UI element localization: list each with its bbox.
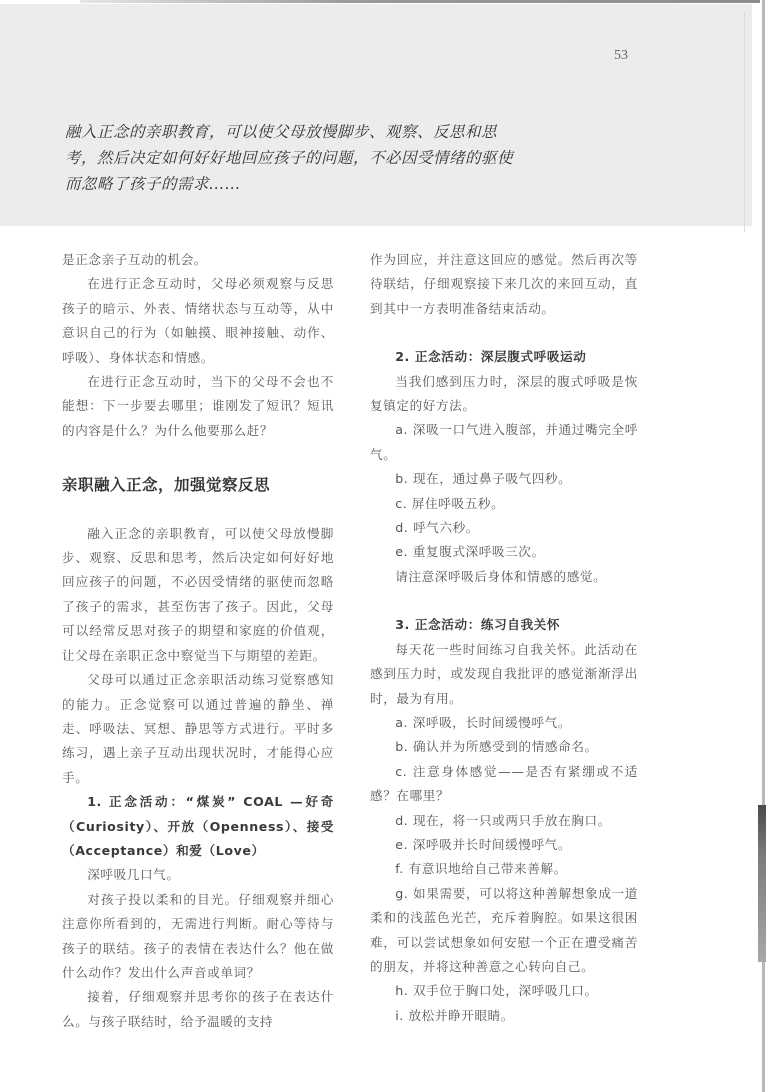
pull-quote-banner xyxy=(0,4,752,226)
pull-quote-line: 融入正念的亲职教育，可以使父母放慢脚步、观察、反思和思 xyxy=(65,123,498,141)
activity-3-heading: 3. 正念活动：练习自我关怀 xyxy=(395,617,561,633)
pull-quote-line: 考，然后决定如何好好地回应孩子的问题，不必因受情绪的驱使 xyxy=(65,149,514,167)
list-item: c. 屏住呼吸五秒。 xyxy=(395,495,505,511)
paragraph: 每天花一些时间练习自我关怀。此活动在感到压力时，或发现自我批评的感觉渐渐浮出时，最为有用。 xyxy=(370,641,638,706)
spacer xyxy=(370,321,638,345)
paragraph: 在进行正念互动时，当下的父母不会也不能想：下一步要去哪里；谁刚发了短讯？短讯的内容是什么？为什么他要那么赶？ xyxy=(62,374,334,438)
list-item: d. 呼气六秒。 xyxy=(395,520,479,536)
pull-quote-line: 而忽略了孩子的需求…… xyxy=(65,175,242,193)
activity-2-heading: 2. 正念活动：深层腹式呼吸运动 xyxy=(395,349,587,365)
spacer xyxy=(370,589,638,613)
list-item: e. 重复腹式深呼吸三次。 xyxy=(395,544,545,560)
list-item: g. 如果需要，可以将这种善解想象成一道柔和的浅蓝色光芒，充斥着胸腔。如果这很困难，可以尝试想象如何安慰一个正在遭受痛苦的朋友，并将这种善意之心转向自己。 xyxy=(370,885,638,974)
list-item: h. 双手位于胸口处，深呼吸几口。 xyxy=(395,983,598,999)
list-item: b. 现在，通过鼻子吸气四秒。 xyxy=(395,471,572,487)
list-item: f. 有意识地给自己带来善解。 xyxy=(395,861,567,877)
spine-shadow xyxy=(744,12,745,232)
list-item: b. 确认并为所感受到的情感命名。 xyxy=(395,739,598,755)
list-item: a. 深吸一口气进入腹部，并通过嘴完全呼气。 xyxy=(370,422,638,462)
list-item: c. 注意身体感觉——是否有紧绷或不适感？在哪里？ xyxy=(370,763,638,804)
paragraph: 在进行正念互动时，父母必须观察与反思孩子的暗示、外表、情绪状态与互动等，从中意识自己的行为（如触摸、眼神接触、动作、呼吸）、身体状态和情感。 xyxy=(62,276,334,365)
list-item: a. 深呼吸，长时间缓慢呼气。 xyxy=(395,714,572,730)
paragraph: 作为回应，并注意这回应的感觉。然后再次等待联结，仔细观察接下来几次的来回互动，直到其中一方表明准备结束活动。 xyxy=(370,252,638,316)
page-top-edge xyxy=(80,0,760,3)
left-column xyxy=(62,248,334,1034)
section-title: 亲职融入正念，加强觉察反思 xyxy=(62,476,271,495)
paragraph: 当我们感到压力时，深层的腹式呼吸是恢复镇定的好方法。 xyxy=(370,373,638,414)
paragraph: 对孩子投以柔和的目光。仔细观察并细心注意你所看到的，无需进行判断。耐心等待与孩子的联结。孩子的表情在表达什么？他在做什么动作？发出什么声音或单词？ xyxy=(62,891,334,980)
page-number: 53 xyxy=(614,48,628,63)
list-item: d. 现在，将一只或两只手放在胸口。 xyxy=(395,812,611,828)
page-edge-tab xyxy=(758,805,766,962)
list-item: e. 深呼吸并长时间缓慢呼气。 xyxy=(395,836,572,852)
right-column xyxy=(370,248,638,1028)
paragraph: 融入正念的亲职教育，可以使父母放慢脚步、观察、反思和思考，然后决定如何好好地回应孩子的问题，不必因受情绪的驱使而忽略了孩子的需求，甚至伤害了孩子。因此，父母可以经常反思对孩子的期望和家庭的价值观，让父母在亲职正念中察觉当下与期望的差距。 xyxy=(62,525,334,663)
paragraph: 是正念亲子互动的机会。 xyxy=(62,252,208,267)
pull-quote xyxy=(65,119,535,197)
paragraph: 请注意深呼吸后身体和情感的感觉。 xyxy=(395,568,607,584)
paragraph: 深呼吸几口气。 xyxy=(87,867,180,883)
activity-1-heading: 1. 正念活动：“煤炭” COAL —好奇（Curiosity）、开放（Openness）、接受（Acceptance）和爱（Love） xyxy=(62,794,334,858)
paragraph: 接着，仔细观察并思考你的孩子在表达什么。与孩子联结时，给予温暖的支持 xyxy=(62,989,334,1029)
list-item: i. 放松并睁开眼睛。 xyxy=(395,1007,515,1023)
paragraph: 父母可以通过正念亲职活动练习觉察感知的能力。正念觉察可以通过普遍的静坐、禅走、呼吸法、冥想、静思等方式进行。平时多练习，遇上亲子互动出现状况时，才能得心应手。 xyxy=(62,672,334,785)
